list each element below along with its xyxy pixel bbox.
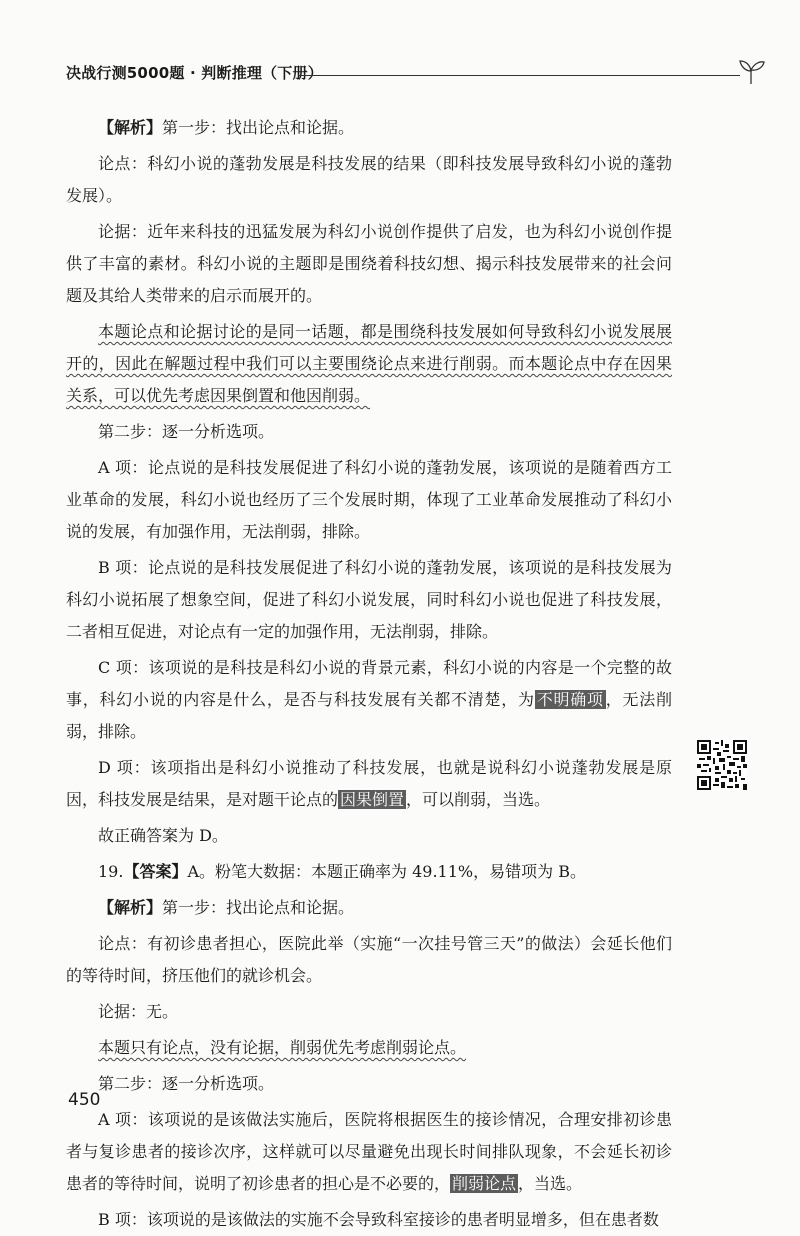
page-number: 450 xyxy=(68,1090,101,1110)
option-a2-text: A 项：该项说的是该做法实施后，医院将根据医生的接诊情况，合理安排初诊患者与复诊患者的接诊次序，这样就可以尽量避免出现长时间排队现象，不会延长初诊患者的等待时间，说明了初诊患者的担心是不必要的， xyxy=(66,1110,672,1193)
paragraph-step-2: 第二步：逐一分析选项。 xyxy=(98,422,275,441)
analysis-tag: 【解析】 xyxy=(98,118,163,137)
paragraph-option-b: B 项：论点说的是科技发展促进了科幻小说的蓬勃发展，该项说的是科技发展为科幻小说拓展了想象空间，促进了科幻小说发展，同时科幻小说也促进了科技发展，二者相互促进，对论点有一定的加强作用，无法削弱，排除。 xyxy=(66,558,672,641)
paragraph-option-c xyxy=(66,652,672,748)
paragraph-note-2 xyxy=(66,1032,672,1064)
option-a2-tail: ，当选。 xyxy=(518,1174,583,1193)
wavy-underlined-note: 本题论点和论据讨论的是同一话题，都是围绕科技发展如何导致科幻小说发展展开的，因此在解题过程中我们可以主要围绕论点来进行削弱。而本题论点中存在因果关系，可以优先考虑因果倒置和他因削弱。 xyxy=(66,322,672,405)
paragraph-thesis: 论点：科幻小说的蓬勃发展是科技发展的结果（即科技发展导致科幻小说的蓬勃发展）。 xyxy=(66,154,672,205)
question-number: 19. xyxy=(98,862,124,881)
option-d-text: D 项：该项指出是科幻小说推动了科技发展，也就是说科幻小说蓬勃发展是原因，科技发展是结果，是对题干论点的 xyxy=(66,758,672,809)
page-body xyxy=(66,112,672,1236)
paragraph-option-a-2 xyxy=(66,1104,672,1200)
paragraph-option-b-2: B 项：该项说的是该做法的实施不会导致科室接诊的患者明显增多，但在患者数 xyxy=(98,1210,659,1229)
highlight-unclear-item: 不明确项 xyxy=(536,690,604,709)
paragraph-step-2b: 第二步：逐一分析选项。 xyxy=(98,1074,275,1093)
book-title: 决战行测5000题 · 判断推理（下册） xyxy=(66,64,323,82)
paragraph-thesis-2: 论点：有初诊患者担心，医院此举（实施“一次挂号管三天”的做法）会延长他们的等待时间，挤压他们的就诊机会。 xyxy=(66,934,672,985)
paragraph-q19-answer xyxy=(66,856,672,888)
running-header xyxy=(66,56,766,88)
sprout-leaf-icon xyxy=(736,56,766,86)
header-rule xyxy=(298,75,740,76)
paragraph-answer-18: 故正确答案为 D。 xyxy=(98,826,228,845)
highlight-causal-reversal: 因果倒置 xyxy=(340,790,405,809)
option-d-tail: ，可以削弱，当选。 xyxy=(406,790,551,809)
paragraph-option-a: A 项：论点说的是科技发展促进了科幻小说的蓬勃发展，该项说的是随着西方工业革命的发展，科幻小说也经历了三个发展时期，体现了工业革命发展推动了科幻小说的发展，有加强作用，无法削弱，排除。 xyxy=(66,458,672,541)
option-c-text: C 项：该项说的是科技是科幻小说的背景元素，科幻小说的内容是一个完整的故事，科幻小说的内容是什么，是否与科技发展有关都不清楚，为 xyxy=(66,658,672,709)
analysis-step-text-2: 第一步：找出论点和论据。 xyxy=(162,898,355,917)
paragraph-analysis-2 xyxy=(66,892,672,924)
qr-code-icon[interactable] xyxy=(697,740,747,790)
paragraph-evidence-2: 论据：无。 xyxy=(98,1002,179,1021)
option-c-tail: ，无法削弱，排除。 xyxy=(66,690,672,741)
answer-tag: 【答案】 xyxy=(123,862,188,881)
analysis-tag-2: 【解析】 xyxy=(98,898,163,917)
paragraph-option-d xyxy=(66,752,672,816)
paragraph-analysis-1 xyxy=(66,112,672,144)
paragraph-evidence: 论据：近年来科技的迅猛发展为科幻小说创作提供了启发，也为科幻小说创作提供了丰富的素材。科幻小说的主题即是围绕着科技幻想、揭示科技发展带来的社会问题及其给人类带来的启示而展开的。 xyxy=(66,222,672,305)
answer-text: A。粉笔大数据：本题正确率为 49.11%，易错项为 B。 xyxy=(187,862,586,881)
highlight-weaken-thesis: 削弱论点 xyxy=(452,1174,517,1193)
wavy-underlined-note-2: 本题只有论点，没有论据，削弱优先考虑削弱论点。 xyxy=(98,1038,467,1057)
analysis-step-text: 第一步：找出论点和论据。 xyxy=(162,118,355,137)
paragraph-note-1 xyxy=(66,316,672,412)
